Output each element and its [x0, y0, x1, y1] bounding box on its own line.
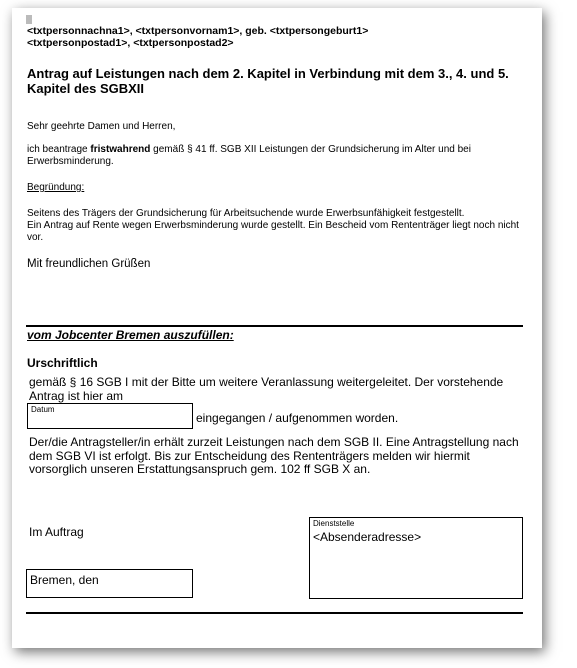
sender-address: <Absenderadresse> — [313, 530, 422, 544]
im-auftrag-label: Im Auftrag — [29, 525, 84, 539]
forwarding-text: gemäß § 16 SGB I mit der Bitte um weitere Veranlassung weitergeleitet. Der vorstehende Antrag ist hier am — [29, 375, 504, 403]
dienststelle-box[interactable] — [309, 517, 523, 599]
request-keyword: fristwahrend — [90, 144, 151, 155]
address-line-1: <txtpersonnachna1>, <txtpersonvornam1>, geb. <txtpersongeburt1> — [27, 25, 369, 37]
dienststelle-label: Dienststelle — [313, 519, 355, 528]
reason-line-2: Ein Antrag auf Rente wegen Erwerbsminderung wurde gestellt. Ein Bescheid vom Rententräger liegt noch nicht vor. — [27, 220, 519, 243]
received-text: eingegangen / aufgenommen worden. — [196, 411, 399, 425]
reason-heading: Begründung: — [27, 182, 85, 193]
page-marker — [26, 15, 32, 24]
signature-date-field[interactable] — [26, 569, 193, 598]
section-divider-top — [26, 325, 523, 327]
document-page — [12, 8, 542, 648]
bremen-den-label: Bremen, den — [30, 573, 99, 587]
request-paragraph — [27, 144, 527, 168]
request-text-end: gemäß § 41 ff. SGB XII Leistungen der Grundsicherung im Alter und bei Erwerbsminderung. — [27, 144, 471, 167]
document-title: Antrag auf Leistungen nach dem 2. Kapitel in Verbindung mit dem 3., 4. und 5. Kapitel des SGBXII — [27, 66, 509, 96]
section-divider-bottom — [26, 612, 523, 614]
request-text-start: ich beantrage — [27, 144, 91, 155]
datum-field[interactable] — [27, 403, 193, 429]
reason-line-1: Seitens des Trägers der Grundsicherung für Arbeitsuchende wurde Erwerbsunfähigkeit festgestellt. — [27, 208, 465, 219]
address-line-2: <txtpersonpostad1>, <txtpersonpostad2> — [27, 37, 234, 49]
salutation: Sehr geehrte Damen und Herren, — [27, 121, 176, 132]
section-heading: vom Jobcenter Bremen auszufüllen: — [27, 328, 234, 342]
datum-label: Datum — [31, 405, 55, 414]
urschriftlich-heading: Urschriftlich — [27, 356, 98, 370]
closing: Mit freundlichen Grüßen — [27, 258, 151, 270]
sgb2-paragraph: Der/die Antragsteller/in erhält zurzeit Leistungen nach dem SGB II. Eine Antragstellung nach dem SGB VI ist erfolgt. Bis zur Entscheidung des Rententrägers melden wir hiermit vorsorglich unseren Erstattungsanspruch gem. 102 ff SGB X an. — [29, 435, 519, 476]
